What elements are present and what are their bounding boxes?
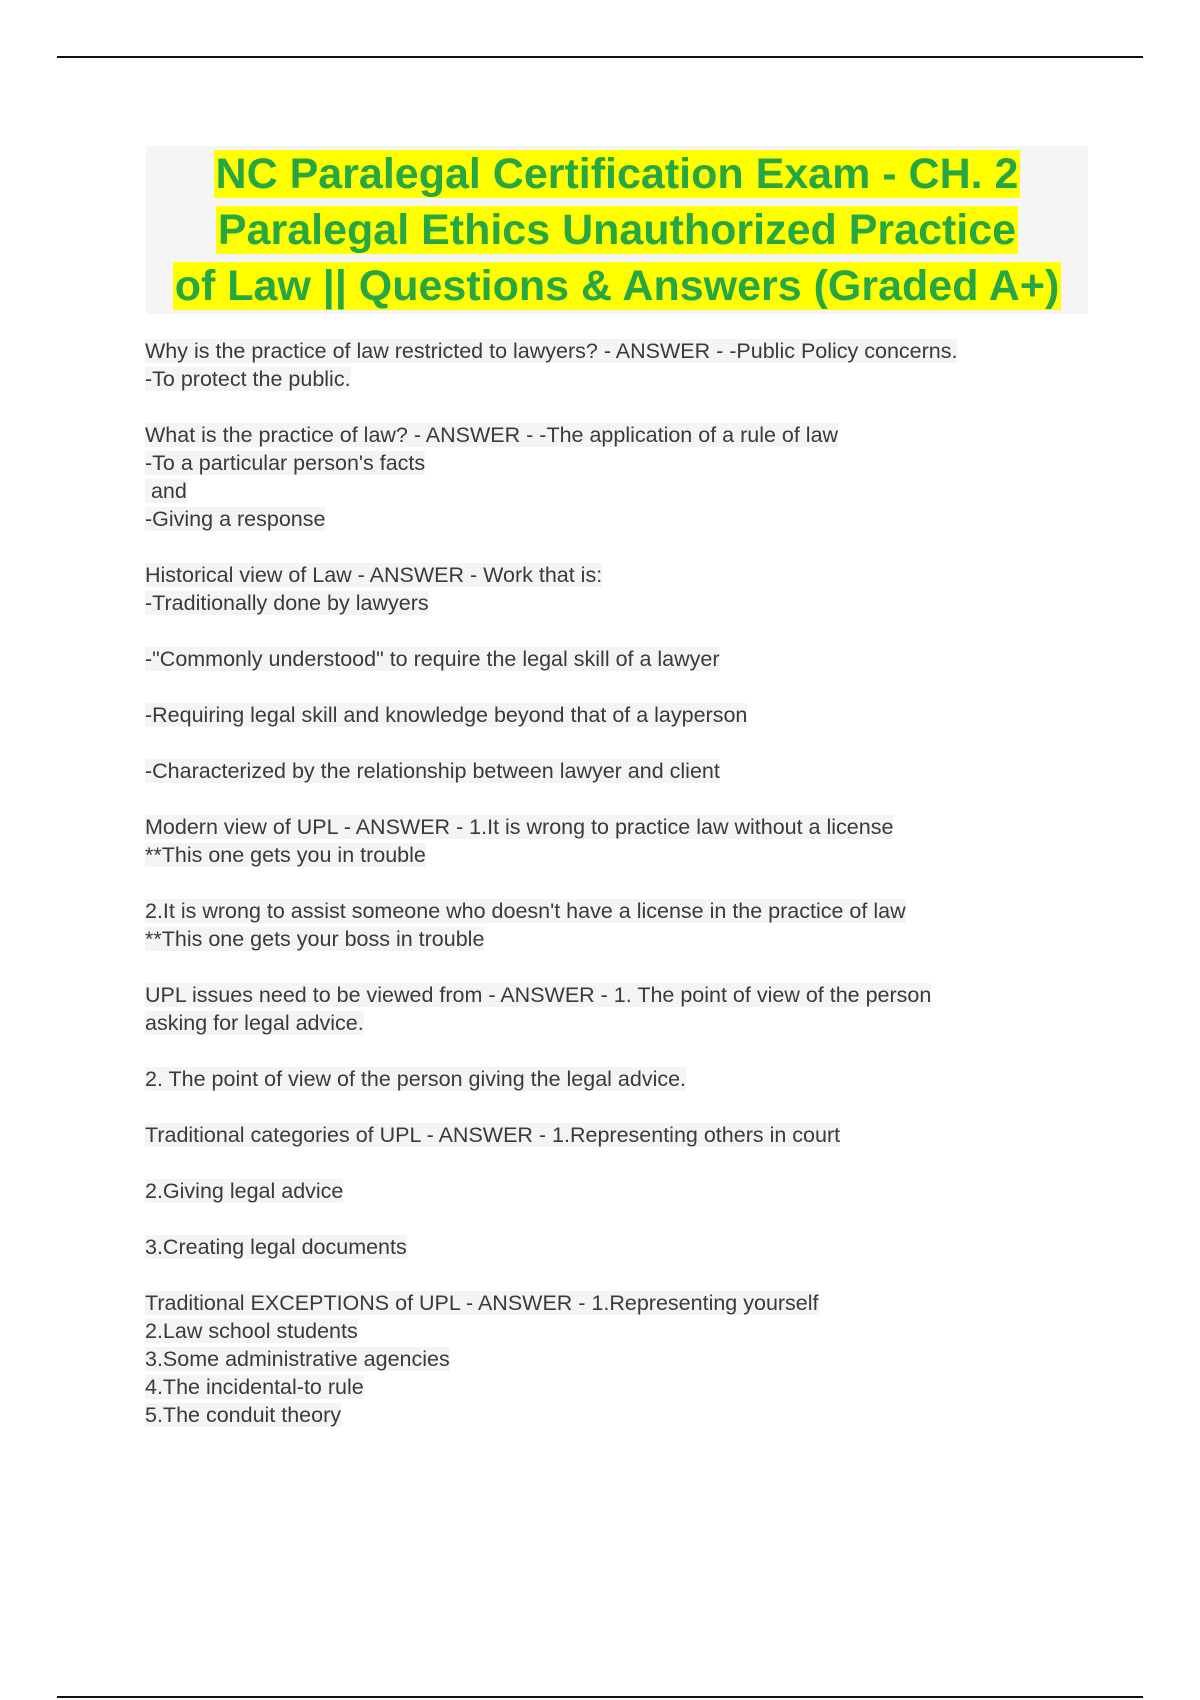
text-line: **This one gets you in trouble [145, 843, 426, 867]
text-line: 3.Creating legal documents [145, 1235, 407, 1259]
text-line: -To protect the public. [145, 367, 351, 391]
qa-paragraph [145, 1121, 1105, 1149]
title-line: of Law || Questions & Answers (Graded A+) [174, 262, 1060, 310]
text-line: -"Commonly understood" to require the legal skill of a lawyer [145, 647, 720, 671]
text-line: 2. The point of view of the person giving the legal advice. [145, 1067, 687, 1091]
text-line: 2.Law school students [145, 1319, 358, 1343]
title-line: Paralegal Ethics Unauthorized Practice [217, 206, 1017, 254]
qa-paragraph [145, 1065, 1105, 1093]
title-line: NC Paralegal Certification Exam - CH. 2 [215, 150, 1019, 198]
qa-paragraph [145, 757, 1105, 785]
text-line: Why is the practice of law restricted to lawyers? - ANSWER - -Public Policy concerns. [145, 339, 958, 363]
text-line: Traditional EXCEPTIONS of UPL - ANSWER - 1.Representing yourself [145, 1291, 819, 1315]
text-line: and [145, 479, 187, 503]
document-body [145, 337, 1105, 1457]
text-line: 4.The incidental-to rule [145, 1375, 364, 1399]
qa-paragraph [145, 1233, 1105, 1261]
qa-paragraph [145, 1177, 1105, 1205]
top-rule [57, 56, 1143, 58]
text-line: 2.It is wrong to assist someone who doesn't have a license in the practice of law [145, 899, 906, 923]
qa-paragraph [145, 897, 1105, 953]
document-title [146, 146, 1088, 314]
text-line: asking for legal advice. [145, 1011, 364, 1035]
text-line: 3.Some administrative agencies [145, 1347, 450, 1371]
qa-paragraph [145, 645, 1105, 673]
text-line: -Requiring legal skill and knowledge beyond that of a layperson [145, 703, 748, 727]
text-line: Traditional categories of UPL - ANSWER - 1.Representing others in court [145, 1123, 841, 1147]
qa-paragraph [145, 981, 1105, 1037]
qa-paragraph [145, 1289, 1105, 1429]
text-line: Modern view of UPL - ANSWER - 1.It is wrong to practice law without a license [145, 815, 894, 839]
text-line: -Traditionally done by lawyers [145, 591, 429, 615]
qa-paragraph [145, 337, 1105, 393]
text-line: 5.The conduit theory [145, 1403, 342, 1427]
qa-paragraph [145, 813, 1105, 869]
text-line: -Characterized by the relationship between lawyer and client [145, 759, 720, 783]
text-line: What is the practice of law? - ANSWER - -The application of a rule of law [145, 423, 839, 447]
text-line: -Giving a response [145, 507, 326, 531]
qa-paragraph [145, 701, 1105, 729]
bottom-rule [57, 1696, 1143, 1698]
qa-paragraph [145, 421, 1105, 533]
text-line: **This one gets your boss in trouble [145, 927, 485, 951]
qa-paragraph [145, 561, 1105, 617]
text-line: Historical view of Law - ANSWER - Work that is: [145, 563, 603, 587]
text-line: UPL issues need to be viewed from - ANSWER - 1. The point of view of the person [145, 983, 932, 1007]
text-line: -To a particular person's facts [145, 451, 426, 475]
text-line: 2.Giving legal advice [145, 1179, 344, 1203]
